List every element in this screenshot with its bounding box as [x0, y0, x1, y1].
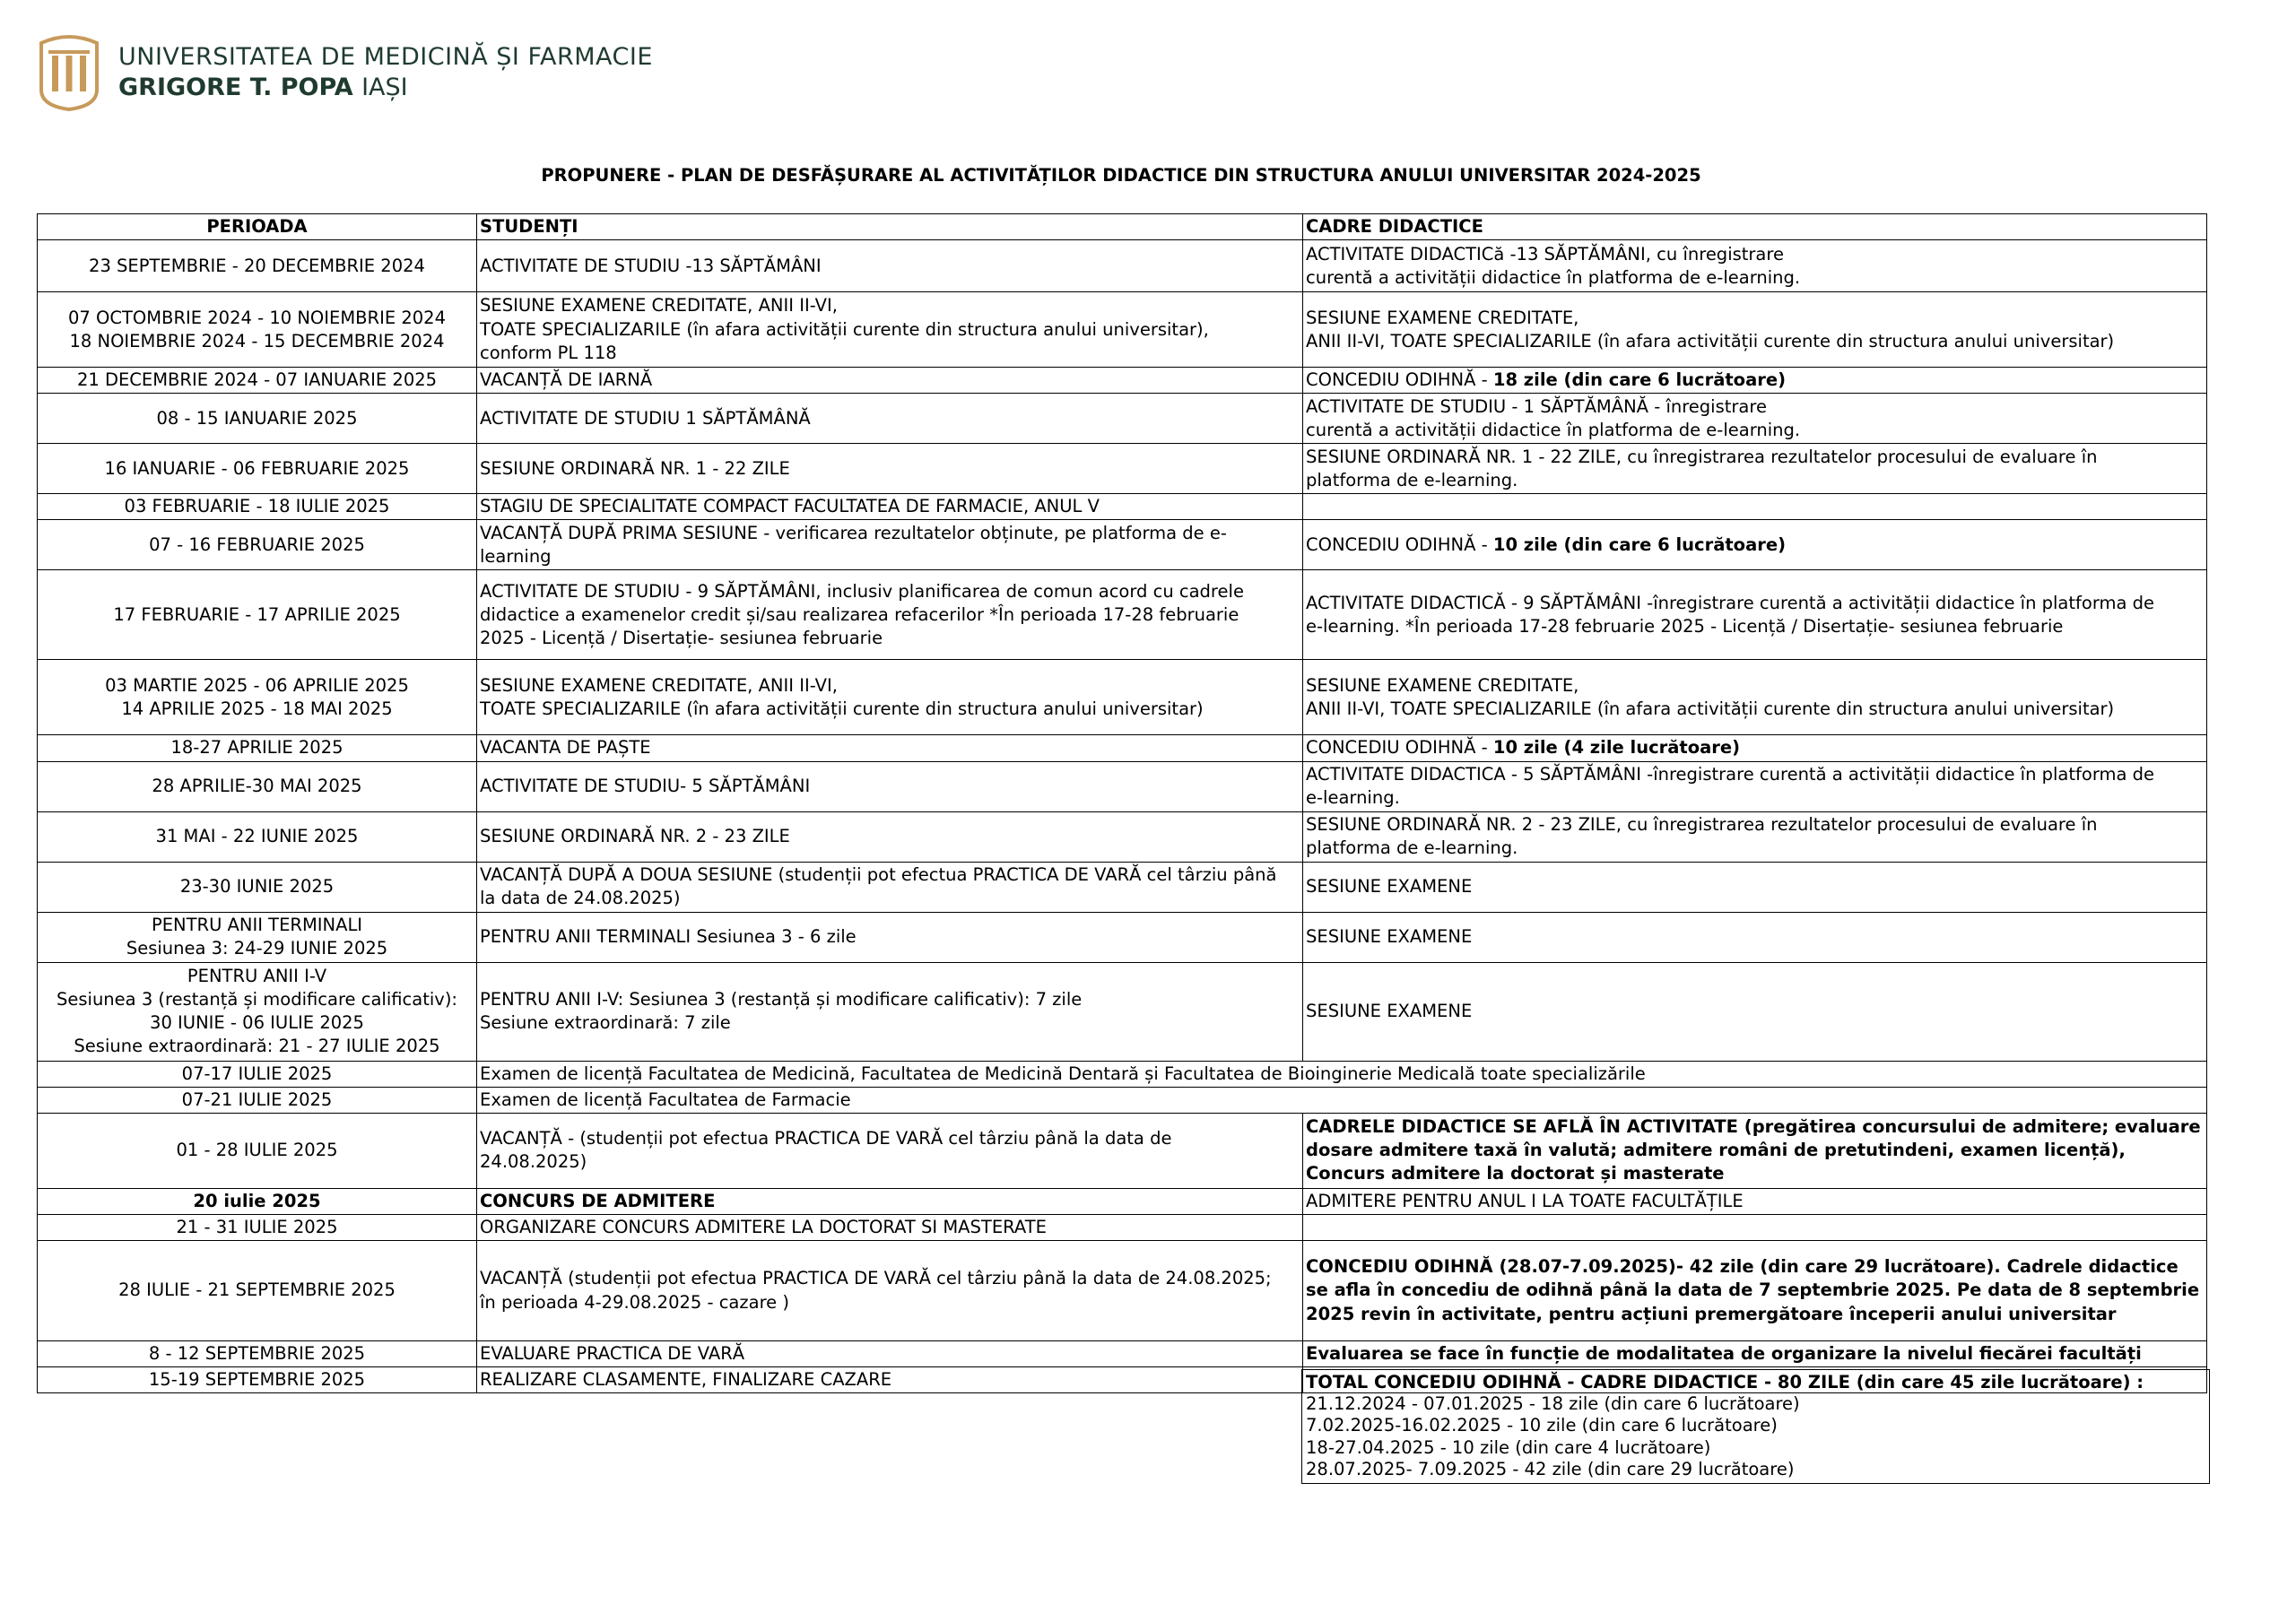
cell-cadre-didactice [1303, 444, 2207, 494]
cell-text: 30 IUNIE - 06 IULIE 2025 [150, 1012, 364, 1033]
cell-cadre-didactice [1303, 912, 2207, 962]
cell-text: Sesiune extraordinară: 7 zile [480, 1012, 731, 1033]
cell-perioada [38, 1188, 477, 1214]
cell-text: 28 IULIE - 21 SEPTEMBRIE 2025 [118, 1279, 396, 1301]
cell-text: VACANTA DE PAȘTE [480, 737, 651, 759]
cell-perioada [38, 394, 477, 444]
table-row [38, 761, 2207, 811]
cell-perioada [38, 1241, 477, 1341]
cell-text: 23-30 IUNIE 2025 [179, 875, 335, 897]
cell-text: SESIUNE EXAMENE [1306, 875, 1473, 897]
table-row [38, 660, 2207, 735]
cell-text: PENTRU ANII TERMINALI [151, 914, 363, 935]
summary-line: 7.02.2025-16.02.2025 - 10 zile (din care 6 lucrătoare) [1306, 1415, 1778, 1436]
cell-studenti [477, 520, 1303, 570]
cell-text: CONCEDIU ODIHNĂ - [1306, 533, 1493, 555]
cell-text: 31 MAI - 22 IUNIE 2025 [155, 825, 359, 846]
cell-perioada [38, 1367, 477, 1393]
cell-studenti [477, 735, 1303, 761]
cell-text: 20 iulie 2025 [193, 1190, 321, 1211]
cell-text: EVALUARE PRACTICA DE VARĂ [480, 1343, 745, 1364]
cell-text: 23 SEPTEMBRIE - 20 DECEMBRIE 2024 [89, 255, 425, 276]
cell-text: ANII II-VI, TOATE SPECIALIZARILE (în afara activității curente din structura anului universitar) [1306, 330, 2115, 351]
cell-text: TOATE SPECIALIZARILE (în afara activității curente din structura anului universitar) [480, 698, 1204, 719]
cell-text: platforma de e-learning. [1306, 469, 1518, 490]
table-row [38, 368, 2207, 394]
cell-text: SESIUNE EXAMENE [1306, 925, 1473, 947]
cell-text: 18-27 APRILIE 2025 [170, 737, 344, 759]
table-row [38, 912, 2207, 962]
cell-perioada [38, 494, 477, 520]
cell-text: 03 MARTIE 2025 - 06 APRILIE 2025 [105, 674, 409, 696]
cell-text: ACTIVITATE DIDACTICă -13 SĂPTĂMÂNI, cu înregistrare [1306, 243, 1784, 265]
table-row [38, 1214, 2207, 1240]
cell-text: ACTIVITATE DIDACTICĂ - 9 SĂPTĂMÂNI -înregistrare curentă a activității didactice în platforma de [1306, 592, 2155, 613]
cell-cadre-didactice [1303, 862, 2207, 912]
cell-text: curentă a activității didactice în platforma de e-learning. [1306, 266, 1801, 288]
cell-text: ACTIVITATE DE STUDIU- 5 SĂPTĂMÂNI [480, 775, 811, 796]
cell-text: VACANȚĂ (studenții pot efectua PRACTICA DE VARĂ cel târziu până la data de 24.08.2025; [480, 1268, 1272, 1289]
cell-cadre-didactice [1303, 1113, 2207, 1188]
cell-text: SESIUNE ORDINARĂ NR. 1 - 22 ZILE [480, 457, 790, 479]
cell-text: 01 - 28 IULIE 2025 [176, 1140, 338, 1161]
cell-studenti [477, 368, 1303, 394]
cell-text: SESIUNE EXAMENE CREDITATE, [1306, 307, 1579, 328]
cell-perioada [38, 1061, 477, 1087]
cell-perioada [38, 660, 477, 735]
cell-text: SESIUNE ORDINARĂ NR. 2 - 23 ZILE [480, 825, 790, 846]
summary-title: TOTAL CONCEDIU ODIHNĂ - CADRE DIDACTICE - 80 ZILE (din care 45 zile lucrătoare) : [1306, 1372, 2144, 1392]
cell-perioada [38, 1341, 477, 1367]
cell-text: 28 APRILIE-30 MAI 2025 [152, 775, 362, 796]
cell-text: ANII II-VI, TOATE SPECIALIZARILE (în afara activității curente din structura anului universitar) [1306, 698, 2115, 719]
table-row [38, 1061, 2207, 1087]
cell-text-bold: 10 zile (4 zile lucrătoare) [1492, 737, 1741, 759]
cell-text-bold: 18 zile (din care 6 lucrătoare) [1492, 369, 1786, 391]
cell-perioada [38, 1087, 477, 1113]
cell-cadre-didactice [1303, 494, 2207, 520]
cell-cadre-didactice: CONCEDIU ODIHNĂ (28.07-7.09.2025)- 42 zile (din care 29 lucrătoare). Cadrele didactice se afla în concediu de odihnă până la data de 7 septembrie 2025. Pe data de 8 septembrie 2025 revin în activitate, pentru acțiuni premergătoare începerii anului universitar [1303, 1241, 2207, 1341]
document-title: PROPUNERE - PLAN DE DESFĂȘURARE AL ACTIVITĂȚILOR DIDACTICE DIN STRUCTURA ANULUI UNIVERSITAR 2024-2025 [541, 165, 1701, 186]
cell-perioada [38, 912, 477, 962]
cell-cadre-didactice [1303, 292, 2207, 368]
cell-text: VACANȚĂ DE IARNĂ [480, 369, 653, 391]
cell-text: 18 NOIEMBRIE 2024 - 15 DECEMBRIE 2024 [69, 330, 445, 351]
cell-text: 8 - 12 SEPTEMBRIE 2025 [148, 1343, 366, 1364]
cell-text: 17 FEBRUARIE - 17 APRILIE 2025 [113, 603, 401, 625]
cell-text: learning [480, 545, 552, 567]
cell-perioada [38, 570, 477, 660]
cell-cadre-didactice [1303, 394, 2207, 444]
table-row [38, 1188, 2207, 1214]
cell-text: 21 - 31 IULIE 2025 [176, 1216, 338, 1237]
cell-studenti [477, 1241, 1303, 1341]
cell-cadre-didactice [1303, 811, 2207, 862]
cell-text [1306, 495, 2204, 518]
cell-studenti [477, 292, 1303, 368]
cell-perioada [38, 240, 477, 292]
cell-cadre-didactice [1303, 240, 2207, 292]
cell-cadre-didactice: Evaluarea se face în funcție de modalitatea de organizare la nivelul fiecărei facultăți [1303, 1341, 2207, 1367]
cell-text: 03 FEBRUARIE - 18 IULIE 2025 [124, 496, 390, 517]
cell-text: didactice a examenelor credit și/sau realizarea refacerilor *În perioada 17-28 februarie [480, 603, 1239, 625]
cell-studenti [477, 394, 1303, 444]
table-row [38, 292, 2207, 368]
cell-text: 08 - 15 IANUARIE 2025 [156, 407, 358, 429]
cell-text: Sesiunea 3 (restanță și modificare calificativ): [57, 988, 457, 1010]
university-subname: GRIGORE T. POPA IAȘI [118, 74, 408, 101]
cell-text: 2025 - Licență / Disertație- sesiunea februarie [480, 627, 883, 648]
cell-perioada [38, 962, 477, 1061]
cell-perioada [38, 292, 477, 368]
cell-perioada [38, 368, 477, 394]
cell-text: 15-19 SEPTEMBRIE 2025 [148, 1369, 366, 1391]
cell-studenti [477, 444, 1303, 494]
cell-text: SESIUNE EXAMENE CREDITATE, ANII II-VI, [480, 295, 838, 317]
cell-studenti [477, 761, 1303, 811]
cell-text: Sesiunea 3: 24-29 IUNIE 2025 [126, 938, 388, 958]
cell-text: 14 APRILIE 2025 - 18 MAI 2025 [121, 698, 393, 719]
cell-text: curentă a activității didactice în platforma de e-learning. [1306, 419, 1801, 440]
cell-text: REALIZARE CLASAMENTE, FINALIZARE CAZARE [480, 1369, 892, 1391]
cell-cadre-didactice [1303, 962, 2207, 1061]
cell-text: ACTIVITATE DE STUDIU -13 SĂPTĂMÂNI [480, 255, 822, 276]
cell-text: ADMITERE PENTRU ANUL I LA TOATE FACULTĂȚILE [1306, 1190, 1744, 1211]
schedule-table [37, 213, 2207, 1393]
cell-text: 07-17 IULIE 2025 [181, 1063, 333, 1084]
cell-studenti [477, 862, 1303, 912]
cell-text: 16 IANUARIE - 06 FEBRUARIE 2025 [104, 457, 410, 479]
cell-text: ACTIVITATE DE STUDIU 1 SĂPTĂMÂNĂ [480, 407, 811, 429]
cell-text: conform PL 118 [480, 342, 617, 363]
header-perioada: PERIOADA [38, 214, 477, 240]
cell-cadre-didactice [1303, 660, 2207, 735]
cell-text-bold: (pregătirea concursului de admitere; evaluare dosare admitere taxă în valută; admitere români de pretutindeni, examen licență), Concurs admitere la doctorat și masterate [1306, 1116, 2201, 1184]
cell-text: TOATE SPECIALIZARILE (în afara activității curente din structura anului universitar), [480, 318, 1209, 340]
cell-studenti [477, 962, 1303, 1061]
cell-text: PENTRU ANII I-V [187, 965, 327, 986]
cell-text: CONCEDIU ODIHNĂ - [1306, 737, 1493, 759]
cell-studenti [477, 660, 1303, 735]
table-row [38, 1341, 2207, 1367]
cell-text: Sesiune extraordinară: 21 - 27 IULIE 2025 [74, 1036, 440, 1057]
table-row [38, 1113, 2207, 1188]
cell-text: PENTRU ANII I-V: Sesiunea 3 (restanță și modificare calificativ): 7 zile [480, 988, 1083, 1010]
university-columns-logo-icon [36, 34, 102, 111]
table-row [38, 962, 2207, 1061]
cell-text [1306, 1216, 2204, 1239]
cell-text: 07 - 16 FEBRUARIE 2025 [149, 533, 365, 555]
cell-text: platforma de e-learning. [1306, 837, 1518, 858]
cell-text: 07 OCTOMBRIE 2024 - 10 NOIEMBRIE 2024 [68, 307, 446, 328]
table-row [38, 1087, 2207, 1113]
cell-studenti [477, 811, 1303, 862]
cell-cadre-didactice [1303, 735, 2207, 761]
cell-studenti [477, 912, 1303, 962]
cell-studenti [477, 1341, 1303, 1367]
cell-perioada [38, 735, 477, 761]
cell-studenti [477, 1367, 1303, 1393]
table-row [38, 520, 2207, 570]
cell-perioada [38, 1113, 477, 1188]
table-header-row [38, 214, 2207, 240]
cell-cadre-didactice [1303, 368, 2207, 394]
table-row [38, 811, 2207, 862]
cell-merged: Examen de licență Facultatea de Farmacie [477, 1087, 2207, 1113]
table-row [38, 735, 2207, 761]
cell-text: ORGANIZARE CONCURS ADMITERE LA DOCTORAT SI MASTERATE [480, 1216, 1047, 1237]
cell-text: 24.08.2025) [480, 1151, 587, 1173]
table-row [38, 394, 2207, 444]
cell-text: e-learning. *În perioada 17-28 februarie 2025 - Licență / Disertație- sesiunea februarie [1306, 615, 2064, 637]
cell-text: PENTRU ANII TERMINALI Sesiunea 3 - 6 zile [480, 925, 857, 947]
summary-line: 28.07.2025- 7.09.2025 - 42 zile (din care 29 lucrătoare) [1306, 1458, 1795, 1479]
table-row [38, 494, 2207, 520]
table-row [38, 862, 2207, 912]
cell-perioada [38, 520, 477, 570]
header-studenti: STUDENȚI [477, 214, 1303, 240]
cell-text-bold: 10 zile (din care 6 lucrătoare) [1492, 533, 1786, 555]
cell-studenti [477, 494, 1303, 520]
cell-text: SESIUNE ORDINARĂ NR. 2 - 23 ZILE, cu înregistrarea rezultatelor procesului de evaluare în [1306, 813, 2098, 835]
table-row [38, 570, 2207, 660]
table-row [38, 240, 2207, 292]
cell-text: ACTIVITATE DE STUDIU - 9 SĂPTĂMÂNI, inclusiv planificarea de comun acord cu cadrele [480, 580, 1244, 602]
cell-text: e-learning. [1306, 787, 1400, 808]
cell-studenti [477, 570, 1303, 660]
cell-text: 07-21 IULIE 2025 [181, 1089, 333, 1110]
cell-perioada [38, 811, 477, 862]
header-cadre-didactice: CADRE DIDACTICE [1303, 214, 2207, 240]
cell-text: CONCEDIU ODIHNĂ - [1306, 369, 1493, 391]
summary-line: 18-27.04.2025 - 10 zile (din care 4 lucrătoare) [1306, 1436, 1711, 1458]
cell-cadre-didactice [1303, 1188, 2207, 1214]
cell-text: SESIUNE EXAMENE CREDITATE, ANII II-VI, [480, 674, 838, 696]
cell-text: ACTIVITATE DE STUDIU - 1 SĂPTĂMÂNĂ - înregistrare [1306, 395, 1767, 417]
cell-text-bold: CADRELE DIDACTICE SE AFLĂ ÎN ACTIVITATE [1306, 1116, 1738, 1138]
cell-text: la data de 24.08.2025) [480, 888, 681, 908]
cell-studenti [477, 1214, 1303, 1240]
cell-text: 21 DECEMBRIE 2024 - 07 IANUARIE 2025 [76, 369, 438, 391]
university-name: UNIVERSITATEA DE MEDICINĂ ȘI FARMACIE [118, 43, 653, 72]
cell-text: VACANȚĂ DUPĂ A DOUA SESIUNE (studenții pot efectua PRACTICA DE VARĂ cel târziu până [480, 863, 1277, 885]
cell-perioada [38, 862, 477, 912]
cell-text: ACTIVITATE DIDACTICA - 5 SĂPTĂMÂNI -înregistrare curentă a activității didactice în platforma de [1306, 763, 2155, 785]
summary-line: 21.12.2024 - 07.01.2025 - 18 zile (din care 6 lucrătoare) [1306, 1393, 1800, 1415]
cell-cadre-didactice [1303, 1214, 2207, 1240]
cell-text: STAGIU DE SPECIALITATE COMPACT FACULTATEA DE FARMACIE, ANUL V [480, 496, 1100, 517]
table-row [38, 444, 2207, 494]
vacation-summary-box [1301, 1369, 2210, 1484]
schedule-table-body [38, 240, 2207, 1393]
cell-perioada [38, 1214, 477, 1240]
cell-text: CONCURS DE ADMITERE [480, 1190, 716, 1211]
cell-text: SESIUNE EXAMENE [1306, 1000, 1473, 1021]
cell-text: SESIUNE EXAMENE CREDITATE, [1306, 674, 1579, 696]
cell-merged: Examen de licență Facultatea de Medicină, Facultatea de Medicină Dentară și Facultatea de Bioinginerie Medicală toate specializările [477, 1061, 2207, 1087]
cell-text: VACANȚĂ DUPĂ PRIMA SESIUNE - verificarea rezultatelor obținute, pe platforma de e- [480, 522, 1227, 543]
cell-cadre-didactice [1303, 761, 2207, 811]
table-row [38, 1241, 2207, 1341]
cell-text: SESIUNE ORDINARĂ NR. 1 - 22 ZILE, cu înregistrarea rezultatelor procesului de evaluare în [1306, 446, 2098, 467]
cell-studenti [477, 240, 1303, 292]
cell-studenti [477, 1113, 1303, 1188]
university-logo [36, 34, 653, 111]
cell-cadre-didactice [1303, 520, 2207, 570]
cell-text: în perioada 4-29.08.2025 - cazare ) [480, 1291, 789, 1313]
cell-studenti [477, 1188, 1303, 1214]
cell-perioada [38, 761, 477, 811]
cell-cadre-didactice [1303, 570, 2207, 660]
cell-text: VACANȚĂ - (studenții pot efectua PRACTICA DE VARĂ cel târziu până la data de [480, 1128, 1172, 1149]
cell-perioada [38, 444, 477, 494]
